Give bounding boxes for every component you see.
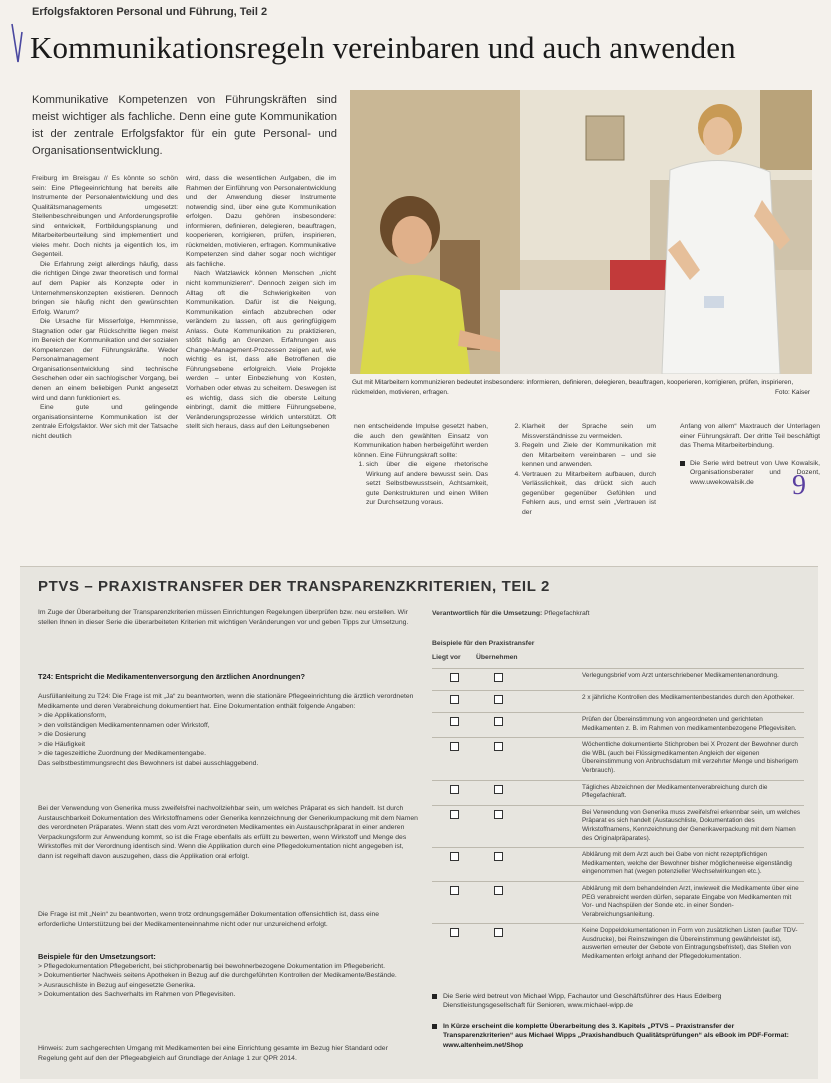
row-text: Prüfen der Übereinstimmung von angeordneten und gerichteten Medikamenten z. B. im Rahmen von medikamentenbezogene Pflegevisiten.	[582, 716, 797, 732]
table-row	[432, 847, 804, 881]
liegt-vor-checkbox[interactable]	[450, 695, 459, 704]
box-note-2	[432, 1022, 804, 1050]
section-kicker: Erfolgsfaktoren Personal und Führung, Teil 2	[32, 6, 268, 18]
list-after-text: Das selbstbestimmungsrecht des Bewohners ist dabei ausschlaggebend.	[38, 759, 259, 767]
liegt-vor-checkbox[interactable]	[450, 742, 459, 751]
uebernehmen-checkbox[interactable]	[494, 695, 503, 704]
article-column-3	[354, 422, 488, 508]
praxis-table	[432, 668, 804, 966]
table-row	[432, 668, 804, 690]
column-uebernehmen: Übernehmen	[476, 654, 518, 661]
row-text: Keine Doppeldokumentationen in Form von zusätzlichen Listen (außer TDV-Ausdrucke), bei Reinszwingen die Übereinstimmung gewährleistet ist), auswerten erneuter der Gebote von Eintragungsbefristet), das Stellen von Medikamenten erfolgt anhand der Pflegedokumentation.	[582, 927, 798, 961]
praxis-heading: Beispiele für den Praxistransfer	[432, 640, 535, 647]
list-item: 1. sich über die eigene rhetorische Wirkung auf andere bewusst sein. Das setzt Selbstbewusstsein, Achtsamkeit, gute Denkstrukturen und einen Willen zur Durchsetzung voraus.	[366, 460, 488, 508]
box-intro	[38, 608, 418, 627]
uebernehmen-checkbox[interactable]	[494, 852, 503, 861]
paragraph: nen entscheidende Impulse gesetzt haben, die auch den gewählten Einsatz von Kommunikation haben herbeigeführt werden können. Eine Führungskraft sollte:	[354, 423, 488, 459]
paragraph: wird, dass die wesentlichen Aufgaben, die im Rahmen der Einführung von Personalentwicklung und der Anwendung dieser Instrumente notwendig sind, über eine gute Kommunikation erfolgen. Dazu gehören insbesondere: informieren, definieren, delegieren, beauftragen, kooperieren, korrigieren, prüfen, inspirieren, rückmelden, motivieren, erfragen. Kommunikative Kompetenzen sind daher sogar noch wichtiger als fachliche.	[186, 175, 336, 268]
photo-caption	[352, 378, 810, 398]
list-item: > Pflegedokumentation Pflegebericht, bei stichprobenartig bei bewohnerbezogene Dokumentation im Pflegebericht.	[38, 962, 418, 972]
caption-text: Gut mit Mitarbeitern kommunizieren bedeutet insbesondere: informieren, definieren, delegieren, beauftragen, kooperieren, korrigieren, prüfen, inspirieren, rückmelden, motivieren, erfragen.	[352, 379, 794, 396]
article-column-1	[32, 174, 178, 441]
table-row	[432, 923, 804, 965]
hinweis-text: Hinweis: zum sachgerechten Umgang mit Medikamenten bei eine Einrichtung gesamte im Bezug hier Standard oder Regelung geht auf den der Pflegeabgleich auf Grundlage der Anlage 1 zur QPR 2014.	[38, 1045, 388, 1062]
box-ausfuellanleitung	[38, 692, 418, 768]
row-text: Abklärung mit dem behandelnden Arzt, inwieweit die Medikamente über eine PEG verabreicht werden dürfen, separate Eingabe von Medikamenten mit Vor- und Nachspülen der Sonde etc. in einer Sonden-Verabreichungsanleitung.	[582, 884, 799, 918]
liegt-vor-checkbox[interactable]	[450, 785, 459, 794]
box-hinweis	[38, 1044, 418, 1063]
author-note-text: Die Serie wird betreut von Uwe Kowalsik, Organisationsberater und Dozent, www.uwekowalsik.de	[690, 459, 820, 486]
uebernehmen-checkbox[interactable]	[494, 886, 503, 895]
paragraph: Eine gute und gelingende organisationsinterne Kommunikation ist der zentrale Erfolgsfaktor. Wer sich mit der Tatsache nicht deutlich	[32, 404, 178, 440]
article-headline: Kommunikationsregeln vereinbaren und auch anwenden	[30, 30, 736, 65]
list-item: > die Häufigkeit	[38, 740, 418, 750]
liegt-vor-checkbox[interactable]	[450, 886, 459, 895]
article-intro: Kommunikative Kompetenzen von Führungskräften sind meist wichtiger als fachliche. Denn eine gute Kommunikation ist der zentrale Erfolgsfaktor für ein gute Personal- und Organisationsentwicklung.	[32, 94, 337, 157]
list-item: > Dokumentierter Nachweis seitens Apotheken in Bezug auf die durchgeführten Kontrollen der Medikamente/Bestände.	[38, 971, 418, 981]
box-intro-text: Im Zuge der Überarbeitung der Transparenzkriterien müssen Einrichtungen Regelungen überprüfen bzw. neu erstellen. Wir stellen Ihnen in dieser Serie die überarbeiteten Kriterien mit wichtigen Veränderungen vor und geben Tipps zur Umsetzung.	[38, 609, 409, 626]
box-nein	[38, 910, 418, 929]
uebernehmen-checkbox[interactable]	[494, 785, 503, 794]
table-row	[432, 881, 804, 923]
paragraph: Freiburg im Breisgau // Es könnte so schön sein: Eine Pflegeeinrichtung hat bereits alle Instrumente der Personalentwicklung und des Qualitätsmanagements umgesetzt: Stellenbeschreibungen und Anforderungsprofile sind entwickelt, Fortbildungsplanung und Mitarbeiterbeurteilung sind implementiert und vieles mehr. Doch nichts ja eigentlich los, im Gegenteil.	[32, 175, 178, 259]
liegt-vor-checkbox[interactable]	[450, 810, 459, 819]
box-generika	[38, 804, 418, 861]
liegt-vor-checkbox[interactable]	[450, 673, 459, 682]
note-1-text: Die Serie wird betreut von Michael Wipp, Fachautor und Geschäftsführer des Haus Edelberg Dienstleistungsgesellschaft für Senioren, www.michael-wipp.de	[443, 993, 722, 1010]
question-heading: T24: Entspricht die Medikamentenversorgung den ärztlichen Anordnungen?	[38, 672, 306, 681]
square-bullet-icon	[680, 461, 685, 466]
row-text: Wöchentliche dokumentierte Stichproben bei X Prozent der Bewohner durch die WBL (auch bei Flüssigmedikamenten Angleich der eigenen Übereinstimmung von Anbruchsdatum mit verzehrter Menge und bisherigem Verbrauch).	[582, 741, 798, 774]
article-column-4	[510, 422, 656, 517]
list-item: > die Applikationsform,	[38, 711, 418, 721]
uebernehmen-checkbox[interactable]	[494, 717, 503, 726]
column-liegt-vor: Liegt vor	[432, 654, 461, 661]
row-text: Tägliches Abzeichnen der Medikamentenverabreichung durch die Pflegefachkraft.	[582, 783, 768, 800]
table-row	[432, 737, 804, 779]
responsibility-line	[432, 610, 804, 617]
list-item: 3. Regeln und Ziele der Kommunikation mit den Mitarbeitern vereinbaren – und sie kennen und anwenden.	[522, 441, 656, 470]
responsibility-value: Pflegefachkraft	[544, 610, 590, 617]
row-text: Abklärung mit dem Arzt auch bei Gabe von nicht rezeptpflichtigen Medikamenten, welche der Bewohner bisher möglicherweise eigenständig eingenommen hat (wegen potenzieller Wechselwirkungen etc.).	[582, 851, 792, 876]
uebernehmen-checkbox[interactable]	[494, 673, 503, 682]
generika-text: Bei der Verwendung von Generika muss zweifelsfrei nachvollziehbar sein, um welches Präparat es sich handelt. Ist durch Austauschbarkeit Dokumentation des Wirkstoffnamens oder Generika kennzeichnung der Generikumpackung mit dem Namen des verordneten Präparates. Wenn statt des vom Arzt verordneten Medikamentes ein Austauschpräparat in einer anderen Verpackungsform zur Anwendung kommt, so ist die Frage ebenfalls als erfüllt zu bewerten, wenn Wirkstoff und Menge des Wirkstoffes mit der Verordnung identisch sind. Wenn die Applikation durch eine Pflegedokumentation nicht angegeben ist, dann ist regelhaft davon auszugehen, dass die Applikation oral erfolgt.	[38, 805, 418, 860]
page-edge-mark	[10, 22, 24, 68]
row-text: 2 x jährliche Kontrollen des Medikamentenbestandes durch den Apotheker.	[582, 694, 795, 701]
paragraph: Anfang von allem“ Maxtrauch der Unterlagen einer Führungskraft. Der dritte Teil beschäftigt das Thema Mitarbeiterbindung.	[680, 423, 820, 450]
box-title: PTVS – PRAXISTRANSFER DER TRANSPARENZKRITERIEN, TEIL 2	[38, 578, 550, 595]
uebernehmen-checkbox[interactable]	[494, 928, 503, 937]
list-item: 2. Klarheit der Sprache sein um Missverständnisse zu vermeiden.	[522, 422, 656, 441]
liegt-vor-checkbox[interactable]	[450, 928, 459, 937]
list-item: 4. Vertrauen zu Mitarbeitern aufbauen, durch Verlässlichkeit, das drückt sich auch gegenüber gegenüber Gefühlen und Fehlern aus, und ernst sein „Vertrauen ist der	[522, 470, 656, 518]
article-photo	[350, 90, 812, 374]
square-bullet-icon	[432, 994, 437, 999]
article-column-2	[186, 174, 336, 432]
note-2-text: In Kürze erscheint die komplette Überarbeitung des 3. Kapitels „PTVS – Praxistransfer der Transparenzkriterien“ aus Michael Wipps „Praxishandbuch Qualitätsprüfungen“ als eBook im PDF-Format: www.altenheim.net/Shop	[443, 1023, 789, 1049]
table-row	[432, 805, 804, 847]
photo-credit: Foto: Kaiser	[774, 389, 810, 396]
list-item: > Ausrauschliste in Bezug auf eingesetzte Generika.	[38, 981, 418, 991]
row-text: Bei Verwendung von Generika muss zweifelsfrei erkennbar sein, um welches Präparat es sich handelt (Austauschliste, Dokumentation des Wirkstoffnamens, Kennzeichnung der Generikaverpackung mit dem Namen des Originalpräparates).	[582, 808, 801, 842]
square-bullet-icon	[432, 1024, 437, 1029]
list-item: > die Dosierung	[38, 730, 418, 740]
list-item: > Dokumentation des Sachverhalts im Rahmen von Pflegevisiten.	[38, 990, 418, 1000]
box-beispiele	[38, 952, 418, 1000]
page-number: 9	[792, 470, 806, 501]
table-row	[432, 712, 804, 737]
responsibility-label: Verantwortlich für die Umsetzung:	[432, 610, 543, 617]
paragraph: Die Erfahrung zeigt allerdings häufig, dass die richtigen Dinge zwar theoretisch und formal auf dem Papier als Konzepte oder in Unternehmenskonzepten existieren. Dennoch bringen sie häufig nicht den gewünschten Erfolg. Warum?	[32, 260, 178, 316]
paragraph: Die Ursache für Misserfolge, Hemmnisse, Stagnation oder gar Rückschritte liegen meist im Bereich der Kommunikation und der sozialen Kompetenzen der Führungskräfte. Weder Personalmanagement noch Organisationsentwicklung sind technische Geschehen oder ein sachlogischer Vorgang, bei denen an einem beliebigen Punkt angesetzt wird und dann funktioniert es.	[32, 318, 178, 402]
list-item: > die tageszeitliche Zuordnung der Medikamentengabe.	[38, 749, 418, 759]
paragraph: Nach Watzlawick können Menschen „nicht nicht kommunizieren“. Dennoch zeigen sich im Alltag oft die Schwierigkeiten von Kommunikation. Dafür ist die Neigung, Kommunikation einfach abzubrechen oder verändern zu lassen, oft aus geringfügigem Anlass. Gute Kommunikation zu praktizieren, stößt häufig an Grenzen. Erfahrungen aus Change-Management-Prozessen zeigen auf, wie wichtig es ist, dass alle Betroffenen die Führungsebene erfolgreich. Viele Projekte werden – unter Einbeziehung von Kosten, Vorhaben oder etwas zu scheitern. Deswegen ist es wichtig, dass sich die oberste Leitung einbringt, damit die mittlere Führungsebene, Veränderungsprozesse wirklich unterstützt. Oft stellt sich heraus, dass auf den Leitungsebenen	[186, 270, 336, 431]
ausfuellanleitung-text: Ausfüllanleitung zu T24: Die Frage ist mit „Ja“ zu beantworten, wenn die stationäre Pflegeeinrichtung die ärztlich verordneten Medikamente und deren Verabreichung dokumentiert hat. Eine Dokumentation enthält folgende Angaben:	[38, 693, 414, 710]
uebernehmen-checkbox[interactable]	[494, 810, 503, 819]
list-item: > den vollständigen Medikamentennamen oder Wirkstoff,	[38, 721, 418, 731]
nein-text: Die Frage ist mit „Nein“ zu beantworten, wenn trotz ordnungsgemäßer Dokumentation offensichtlich ist, dass eine erforderliche Unterstützung bei der Medikamenteneinnahme nicht oder nur unzureichend erfolgt.	[38, 911, 380, 928]
box-question	[38, 672, 418, 682]
liegt-vor-checkbox[interactable]	[450, 852, 459, 861]
beispiele-heading: Beispiele für den Umsetzungsort:	[38, 952, 156, 961]
table-row	[432, 780, 804, 805]
box-note-1	[432, 992, 804, 1011]
uebernehmen-checkbox[interactable]	[494, 742, 503, 751]
liegt-vor-checkbox[interactable]	[450, 717, 459, 726]
row-text: Verlegungsbrief vom Arzt unterschriebener Medikamentenanordnung.	[582, 672, 779, 679]
table-row	[432, 690, 804, 712]
